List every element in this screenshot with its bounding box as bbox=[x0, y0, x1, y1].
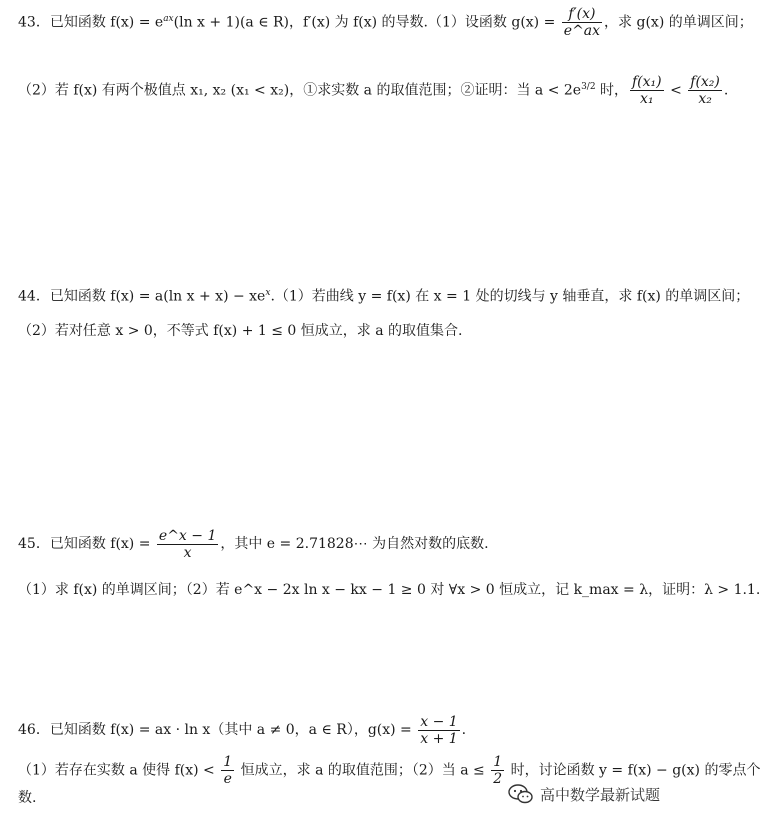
text: 时， bbox=[595, 82, 628, 99]
denominator: 2 bbox=[493, 771, 503, 787]
problem-43-line-1 bbox=[18, 6, 753, 39]
problem-46-line-1 bbox=[18, 712, 686, 748]
text: （2）若 f(x) 有两个极值点 x₁, x₂ (x₁ < x₂)，①求实数 a 的取值范围；②证明：当 a < 2e bbox=[18, 82, 582, 99]
problem-44-line-1 bbox=[18, 281, 750, 309]
numerator: f(x₁) bbox=[632, 74, 662, 90]
denominator: e bbox=[223, 771, 232, 787]
denominator: x₂ bbox=[698, 91, 712, 107]
text: . bbox=[723, 82, 729, 99]
text: < bbox=[665, 82, 687, 99]
numerator: x − 1 bbox=[420, 713, 458, 730]
text: .（1）若曲线 y = f(x) 在 x = 1 处的切线与 y 轴垂直，求 f(x) 的单调区间； bbox=[270, 288, 750, 305]
numerator: 1 bbox=[223, 754, 233, 770]
denominator: x bbox=[183, 544, 192, 561]
text: （1）若存在实数 a 使得 f(x) < bbox=[18, 762, 220, 779]
watermark bbox=[508, 778, 688, 810]
text: ，求 g(x) 的单调区间； bbox=[604, 14, 753, 31]
denominator: x₁ bbox=[640, 91, 654, 107]
numerator: f(x₂) bbox=[690, 74, 720, 90]
fraction bbox=[562, 6, 602, 39]
denominator: x + 1 bbox=[420, 730, 458, 747]
text: （1）求 f(x) 的单调区间；（2）若 e^x − 2x ln x − kx − 1 ≥ 0 对 ∀x > 0 恒成立，记 k_max = λ，证明：λ > 1.1. bbox=[18, 582, 760, 598]
superscript: x bbox=[265, 288, 271, 298]
text: 44．已知函数 f(x) = a(ln x + x) − xe bbox=[18, 288, 266, 305]
text: 43．已知函数 f(x) = e bbox=[18, 14, 164, 31]
fraction bbox=[688, 74, 722, 107]
numerator: e^x − 1 bbox=[158, 527, 217, 544]
fraction bbox=[418, 714, 459, 747]
text: （2）若对任意 x > 0，不等式 f(x) + 1 ≤ 0 恒成立，求 a 的取值集合. bbox=[18, 323, 463, 339]
problem-45-line-2 bbox=[18, 578, 760, 602]
numerator: 1 bbox=[493, 754, 503, 770]
superscript: ax bbox=[163, 13, 174, 24]
superscript: 3/2 bbox=[581, 81, 596, 92]
text: ，其中 e = 2.71828⋯ 为自然对数的底数. bbox=[220, 536, 489, 552]
text: . bbox=[461, 722, 467, 738]
fraction bbox=[221, 754, 234, 787]
text: 数. bbox=[18, 790, 37, 806]
problem-43-line-2 bbox=[18, 74, 729, 107]
denominator: e^ax bbox=[563, 23, 601, 39]
fraction bbox=[491, 754, 504, 787]
problem-45-line-1 bbox=[18, 524, 686, 564]
text: 恒成立，求 a 的取值范围；（2）当 a ≤ bbox=[236, 762, 490, 779]
numerator: f′(x) bbox=[562, 6, 602, 23]
watermark-text: 高中数学最新试题 bbox=[540, 785, 661, 804]
text: 46．已知函数 f(x) = ax · ln x（其中 a ≠ 0，a ∈ R），g(x) = bbox=[18, 722, 417, 738]
text: 45．已知函数 f(x) = bbox=[18, 536, 155, 552]
problem-44-line-2 bbox=[18, 319, 686, 343]
text: (ln x + 1)(a ∈ R)，f′(x) 为 f(x) 的导数.（1）设函数 g(x) = bbox=[173, 14, 560, 31]
fraction bbox=[157, 528, 218, 561]
wechat-icon bbox=[508, 783, 534, 805]
text: 时，讨论函数 y = f(x) − g(x) 的零点个 bbox=[506, 762, 760, 779]
fraction bbox=[630, 74, 664, 107]
